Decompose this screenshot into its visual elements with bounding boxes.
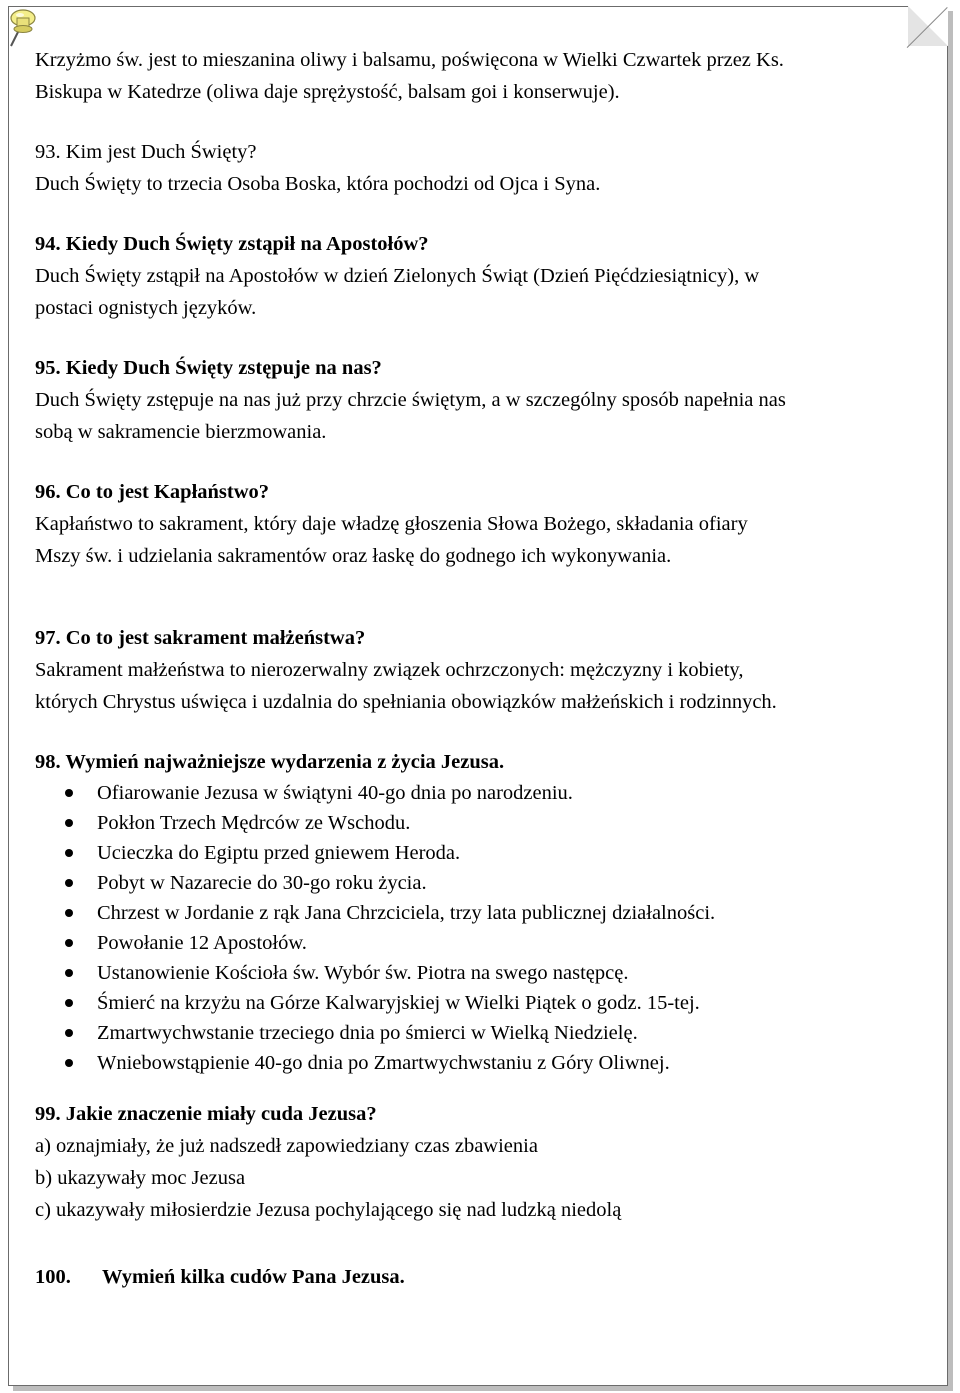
question-97-title: 97. Co to jest sakrament małżeństwa? — [35, 627, 366, 649]
question-99-answer-a: a) oznajmiały, że już nadszedł zapowiedziany czas zbawienia — [35, 1135, 538, 1157]
list-item — [35, 988, 940, 1018]
bullet-icon — [65, 1029, 73, 1037]
list-item-text: Ofiarowanie Jezusa w świątyni 40-go dnia po narodzeniu. — [97, 782, 573, 804]
list-item-text: Chrzest w Jordanie z rąk Jana Chrzciciela, trzy lata publicznej działalności. — [97, 902, 716, 924]
list-item-text: Śmierć na krzyżu na Górze Kalwaryjskiej w Wielki Piątek o godz. 15-tej. — [97, 992, 700, 1014]
list-item-text: Ustanowienie Kościoła św. Wybór św. Piotra na swego następcę. — [97, 962, 629, 984]
question-93-answer: Duch Święty to trzecia Osoba Boska, która pochodzi od Ojca i Syna. — [35, 173, 601, 195]
bullet-icon — [65, 789, 73, 797]
question-94-title: 94. Kiedy Duch Święty zstąpił na Apostołów? — [35, 233, 429, 255]
bullet-icon — [65, 969, 73, 977]
question-97-answer-line-1: Sakrament małżeństwa to nierozerwalny związek ochrzczonych: mężczyzny i kobiety, — [35, 659, 744, 681]
list-item-text: Ucieczka do Egiptu przed gniewem Heroda. — [97, 842, 461, 864]
question-96-answer-line-1: Kapłaństwo to sakrament, który daje władzę głoszenia Słowa Bożego, składania ofiary — [35, 513, 748, 535]
question-94-answer-line-2: postaci ognistych języków. — [35, 297, 257, 319]
intro-line-2: Biskupa w Katedrze (oliwa daje sprężystość, balsam goi i konserwuje). — [35, 81, 620, 103]
question-93-title: 93. Kim jest Duch Święty? — [35, 141, 257, 163]
question-99-answer-b: b) ukazywały moc Jezusa — [35, 1167, 246, 1189]
list-item-text: Zmartwychwstanie trzeciego dnia po śmierci w Wielką Niedzielę. — [97, 1022, 638, 1044]
bullet-icon — [65, 819, 73, 827]
intro-line-1: Krzyżmo św. jest to mieszanina oliwy i balsamu, poświęcona w Wielki Czwartek przez Ks. — [35, 49, 784, 71]
list-item-text: Wniebowstąpienie 40-go dnia po Zmartwychwstaniu z Góry Oliwnej. — [97, 1052, 670, 1074]
list-item — [35, 958, 940, 988]
list-item — [35, 868, 940, 898]
bullet-icon — [65, 849, 73, 857]
question-94-answer-line-1: Duch Święty zstąpił na Apostołów w dzień Zielonych Świąt (Dzień Pięćdziesiątnicy), w — [35, 265, 760, 287]
list-item — [35, 928, 940, 958]
question-99-answer-c: c) ukazywały miłosierdzie Jezusa pochylającego się nad ludzką niedolą — [35, 1199, 622, 1221]
list-item — [35, 1018, 940, 1048]
question-100-number: 100. — [35, 1266, 71, 1288]
question-96-answer-line-2: Mszy św. i udzielania sakramentów oraz łaskę do godnego ich wykonywania. — [35, 545, 672, 567]
question-95-title: 95. Kiedy Duch Święty zstępuje na nas? — [35, 357, 382, 379]
bullet-icon — [65, 1059, 73, 1067]
list-item — [35, 898, 940, 928]
life-events-list — [35, 778, 940, 1078]
list-item — [35, 778, 940, 808]
question-99-title: 99. Jakie znaczenie miały cuda Jezusa? — [35, 1103, 377, 1125]
bullet-icon — [65, 939, 73, 947]
document-content — [35, 44, 940, 1293]
question-98-title: 98. Wymień najważniejsze wydarzenia z życia Jezusa. — [35, 751, 505, 773]
pushpin-icon — [6, 4, 38, 48]
question-100-text: Wymień kilka cudów Pana Jezusa. — [102, 1266, 405, 1288]
question-95-answer-line-1: Duch Święty zstępuje na nas już przy chrzcie świętym, a w szczególny sposób napełnia nas — [35, 389, 786, 411]
question-96-title: 96. Co to jest Kapłaństwo? — [35, 481, 270, 503]
question-97-answer-line-2: których Chrystus uświęca i uzdalnia do spełniania obowiązków małżeńskich i rodzinnych. — [35, 691, 777, 713]
bullet-icon — [65, 999, 73, 1007]
list-item — [35, 1048, 940, 1078]
question-95-answer-line-2: sobą w sakramencie bierzmowania. — [35, 421, 327, 443]
list-item-text: Pokłon Trzech Mędrców ze Wschodu. — [97, 812, 411, 834]
bullet-icon — [65, 909, 73, 917]
list-item-text: Pobyt w Nazarecie do 30-go roku życia. — [97, 872, 427, 894]
list-item — [35, 838, 940, 868]
bullet-icon — [65, 879, 73, 887]
question-100-title — [35, 1261, 940, 1293]
list-item-text: Powołanie 12 Apostołów. — [97, 932, 307, 954]
list-item — [35, 808, 940, 838]
